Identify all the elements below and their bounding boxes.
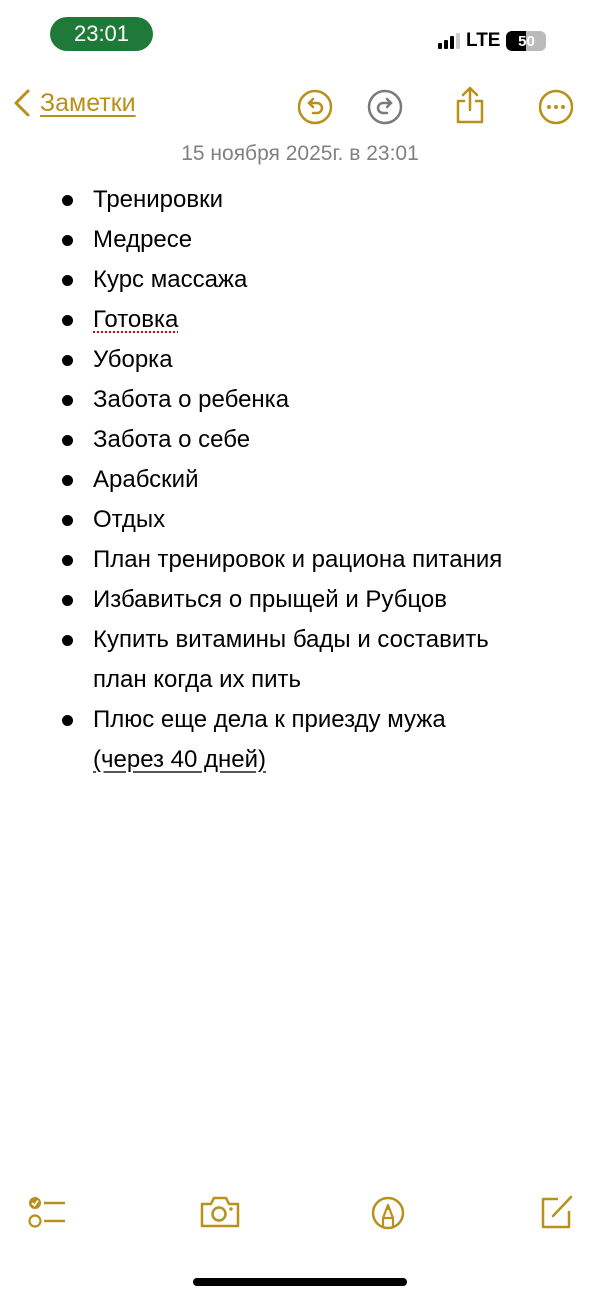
camera-icon[interactable] [199,1195,241,1229]
status-indicators [438,30,546,52]
list-item[interactable] [60,420,502,460]
list-item[interactable] [60,500,502,540]
item-text: Отдых [93,506,166,533]
note-checklist[interactable] [60,180,502,780]
redo-icon[interactable] [367,89,403,125]
item-text: Купить витамины бады и составить [93,626,489,653]
list-item[interactable] [60,460,502,500]
signal-icon [438,33,460,49]
checklist-icon[interactable] [27,1195,67,1229]
list-item[interactable] [60,540,502,580]
item-text: Тренировки [93,186,224,213]
battery-icon [506,31,546,51]
battery-level: 50 [518,32,535,50]
network-type: LTE [466,30,501,51]
item-text: Курс массажа [93,266,248,293]
item-text: Медресе [93,226,193,253]
list-item[interactable] [60,180,502,220]
status-time: 23:01 [73,21,130,46]
item-text: план когда их пить [93,666,302,693]
list-item[interactable] [60,340,502,380]
item-text: План тренировок и рациона питания [93,546,503,573]
item-text: Забота о себе [93,426,251,453]
list-item[interactable] [60,220,502,260]
chevron-left-icon [12,88,32,118]
item-text: Уборка [93,346,173,373]
time-pill[interactable] [50,17,153,51]
share-icon[interactable] [453,85,487,125]
list-item[interactable] [60,580,502,620]
item-text: Плюс еще дела к приезду мужа [93,706,446,733]
list-item[interactable] [60,300,502,340]
date-link[interactable]: (через 40 дней) [93,746,267,773]
list-item[interactable] [60,380,502,420]
list-item[interactable] [60,260,502,300]
undo-icon[interactable] [297,89,333,125]
markup-pen-icon[interactable] [371,1196,405,1230]
more-icon[interactable] [538,89,574,125]
list-item[interactable] [60,700,502,780]
list-item[interactable] [60,620,502,700]
item-text: Арабский [93,466,199,493]
back-label: Заметки [40,88,136,117]
compose-icon[interactable] [538,1194,574,1230]
item-text-misspelled: Готовка [93,306,179,333]
home-indicator[interactable] [193,1278,407,1286]
back-button[interactable] [12,88,136,118]
note-date: 15 ноября 2025г. в 23:01 [181,142,419,165]
item-text: Избавиться о прыщей и Рубцов [93,586,448,613]
item-text: Забота о ребенка [93,386,290,413]
